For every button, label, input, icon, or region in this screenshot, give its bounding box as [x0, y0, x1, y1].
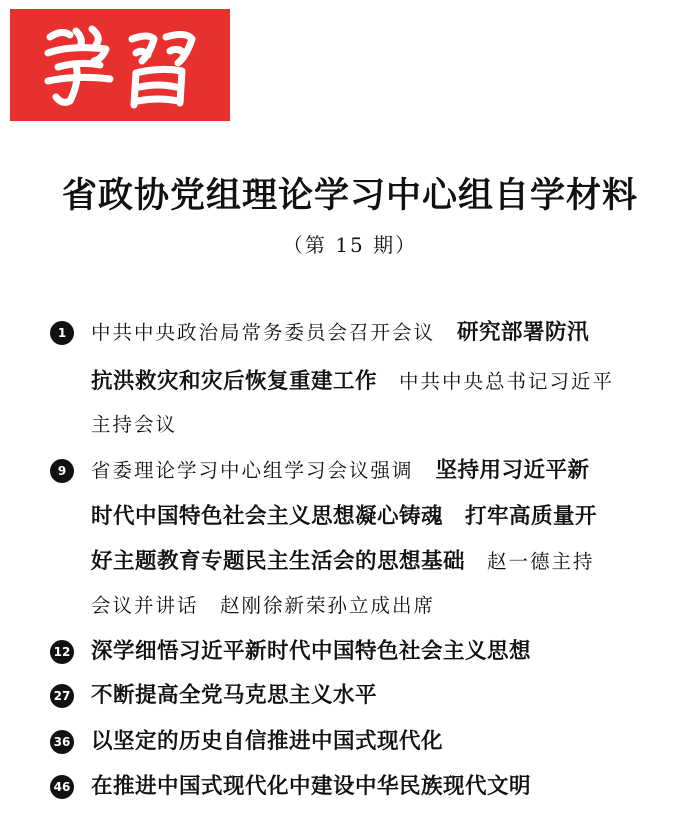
logo — [10, 9, 230, 121]
toc-text-regular: 中共中央政治局常务委员会召开会议 — [91, 321, 436, 344]
toc-text-bold: 在推进中国式现代化中建设中华民族现代文明 — [91, 774, 532, 799]
toc-line — [91, 727, 691, 757]
page-number-badge: 9 — [50, 459, 74, 483]
page-number-badge: 12 — [50, 640, 74, 664]
page-number-badge: 46 — [50, 775, 74, 799]
toc-text-regular: 中共中央总书记习近平 — [399, 370, 615, 393]
toc-line — [91, 772, 691, 802]
document-title: 省政协党组理论学习中心组自学材料 — [61, 176, 638, 216]
toc-text-regular: 主持会议 — [91, 413, 178, 436]
toc-line — [91, 456, 691, 486]
toc-text-bold: 好主题教育专题民主生活会的思想基础 — [91, 549, 466, 574]
toc-line — [91, 318, 691, 348]
toc-text-bold: 坚持用习近平新 — [435, 458, 590, 483]
toc-text-regular: 省委理论学习中心组学习会议强调 — [91, 459, 414, 482]
toc-line — [91, 591, 691, 621]
toc-text-regular: 赵一德主持 — [487, 550, 595, 573]
page-number-badge: 36 — [50, 730, 74, 754]
page-number-badge: 1 — [50, 321, 74, 345]
toc-line — [91, 637, 691, 667]
page-number-badge: 27 — [50, 684, 74, 708]
toc-text-regular: 会议并讲话 赵刚徐新荣孙立成出席 — [91, 594, 436, 617]
toc-line — [91, 367, 691, 397]
toc-line — [91, 502, 691, 532]
toc-line — [91, 547, 691, 577]
toc-text-bold: 抗洪救灾和灾后恢复重建工作 — [91, 369, 378, 394]
calligraphy-logo-graphic — [10, 9, 230, 121]
toc-text-bold: 时代中国特色社会主义思想凝心铸魂 打牢高质量开 — [91, 504, 598, 529]
toc-line — [91, 410, 691, 440]
toc-text-bold: 不断提高全党马克思主义水平 — [91, 683, 378, 708]
toc-text-bold: 深学细悟习近平新时代中国特色社会主义思想 — [91, 639, 532, 664]
toc-line — [91, 681, 691, 711]
issue-number: （第 15 期） — [282, 233, 418, 257]
toc-text-bold: 以坚定的历史自信推进中国式现代化 — [91, 729, 444, 754]
toc-text-bold: 研究部署防汛 — [457, 320, 590, 345]
